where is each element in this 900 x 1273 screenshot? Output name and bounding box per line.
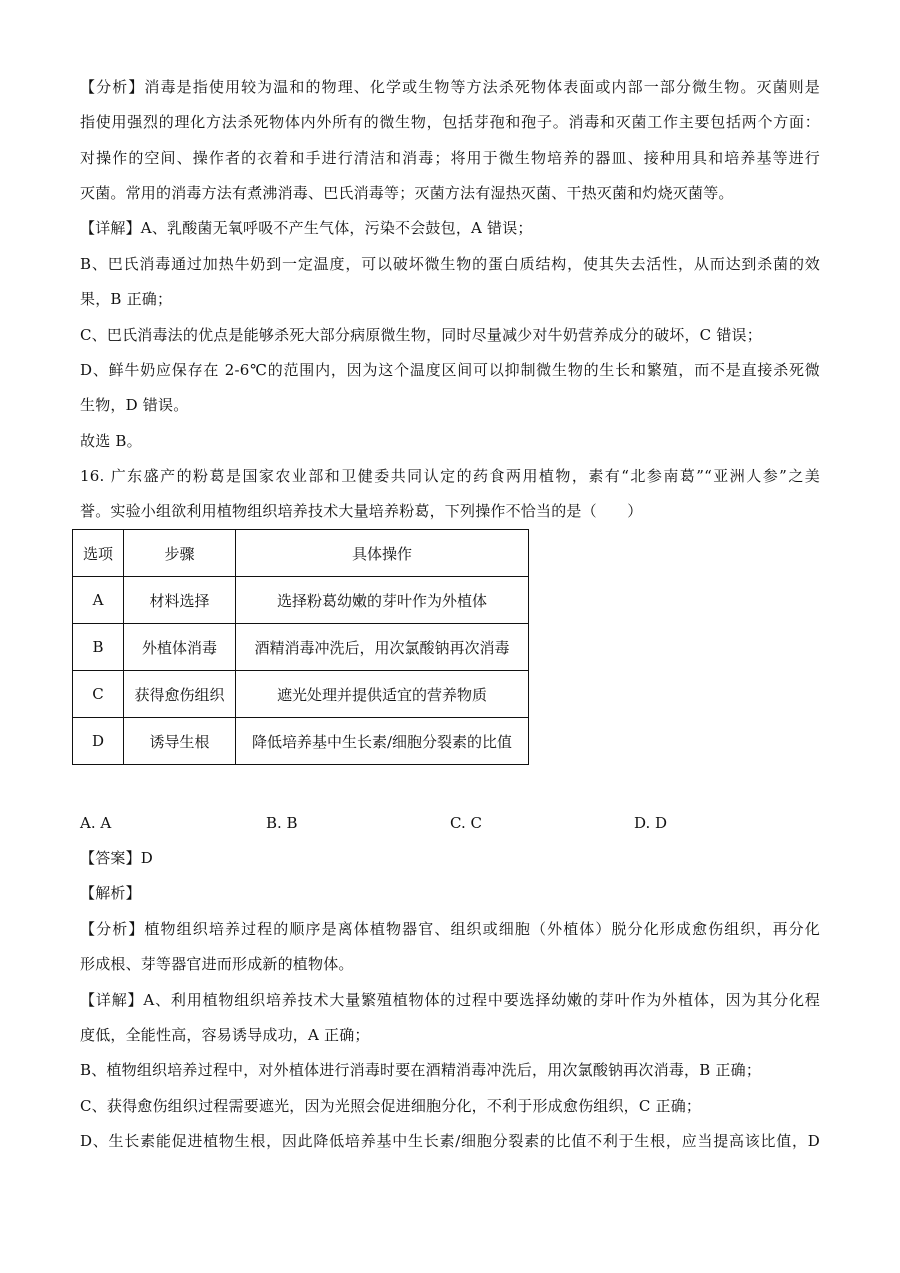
table-cell: 材料选择 [124, 577, 236, 624]
table-header-cell: 步骤 [124, 530, 236, 577]
table-cell: D [73, 718, 124, 765]
text-line: 形成根、芽等器官进而形成新的植物体。 [80, 955, 354, 973]
section-label: 【解析】 [80, 884, 141, 902]
question-table [72, 529, 529, 765]
text-line: 对操作的空间、操作者的衣着和手进行清洁和消毒；将用于微生物培养的器皿、接种用具和培养基等进行 [80, 149, 820, 167]
text-line: 【分析】植物组织培养过程的顺序是离体植物器官、组织或细胞（外植体）脱分化形成愈伤组织，再分化 [80, 920, 820, 938]
text-line: B、植物组织培养过程中，对外植体进行消毒时要在酒精消毒冲洗后，用次氯酸钠再次消毒，B 正确； [80, 1061, 762, 1079]
text-line: C、获得愈伤组织过程需要遮光，因为光照会促进细胞分化，不利于形成愈伤组织，C 正确； [80, 1097, 702, 1115]
text-line: 度低，全能性高，容易诱导成功，A 正确； [80, 1026, 370, 1044]
table-row [73, 624, 529, 671]
table-header-cell: 具体操作 [236, 530, 529, 577]
text-line: B、巴氏消毒通过加热牛奶到一定温度，可以破坏微生物的蛋白质结构，使其失去活性，从而达到杀菌的效 [80, 255, 820, 273]
table-cell: 诱导生根 [124, 718, 236, 765]
table-cell: 外植体消毒 [124, 624, 236, 671]
text-line: 【分析】消毒是指使用较为温和的物理、化学或生物等方法杀死物体表面或内部一部分微生物。灭菌则是 [80, 78, 820, 96]
table-cell: A [73, 577, 124, 624]
text-line: D、鲜牛奶应保存在 2-6℃的范围内，因为这个温度区间可以抑制微生物的生长和繁殖，而不是直接杀死微 [80, 361, 820, 379]
text-line: C、巴氏消毒法的优点是能够杀死大部分病原微生物，同时尽量减少对牛奶营养成分的破坏，C 错误； [80, 326, 762, 344]
text-line: 灭菌。常用的消毒方法有煮沸消毒、巴氏消毒等；灭菌方法有湿热灭菌、干热灭菌和灼烧灭菌等。 [80, 184, 734, 202]
table-row [73, 718, 529, 765]
question-stem: 16. 广东盛产的粉葛是国家农业部和卫健委共同认定的药食两用植物，素有“北参南葛”“亚洲人参”之美 [80, 467, 820, 485]
text-line: 指使用强烈的理化方法杀死物体内外所有的微生物，包括芽孢和孢子。消毒和灭菌工作主要包括两个方面： [80, 113, 820, 131]
text-line: 故选 B。 [80, 432, 142, 450]
answer-option-a: A. A [80, 814, 112, 832]
text-line: 果，B 正确； [80, 290, 173, 308]
text-line: 【详解】A、乳酸菌无氧呼吸不产生气体，污染不会鼓包，A 错误； [80, 219, 533, 237]
table-row [73, 577, 529, 624]
answer-option-c: C. C [450, 814, 482, 832]
table-cell: 酒精消毒冲洗后，用次氯酸钠再次消毒 [236, 624, 529, 671]
text-line: 生物，D 错误。 [80, 396, 189, 414]
answer-option-d: D. D [634, 814, 668, 832]
answer-option-b: B. B [266, 814, 298, 832]
table-cell: 选择粉葛幼嫩的芽叶作为外植体 [236, 577, 529, 624]
table-cell: 遮光处理并提供适宜的营养物质 [236, 671, 529, 718]
table-row [73, 671, 529, 718]
table-cell: B [73, 624, 124, 671]
answer-line: 【答案】D [80, 849, 154, 867]
text-line: D、生长素能促进植物生根，因此降低培养基中生长素/细胞分裂素的比值不利于生根，应当提高该比值，D [80, 1132, 820, 1150]
table-cell: 降低培养基中生长素/细胞分裂素的比值 [236, 718, 529, 765]
table-cell: 获得愈伤组织 [124, 671, 236, 718]
text-line: 【详解】A、利用植物组织培养技术大量繁殖植物体的过程中要选择幼嫩的芽叶作为外植体，因为其分化程 [80, 991, 820, 1009]
table-header-row [73, 530, 529, 577]
table-cell: C [73, 671, 124, 718]
question-stem: 誉。实验小组欲利用植物组织培养技术大量培养粉葛，下列操作不恰当的是（ ） [80, 502, 643, 520]
table-header-cell: 选项 [73, 530, 124, 577]
